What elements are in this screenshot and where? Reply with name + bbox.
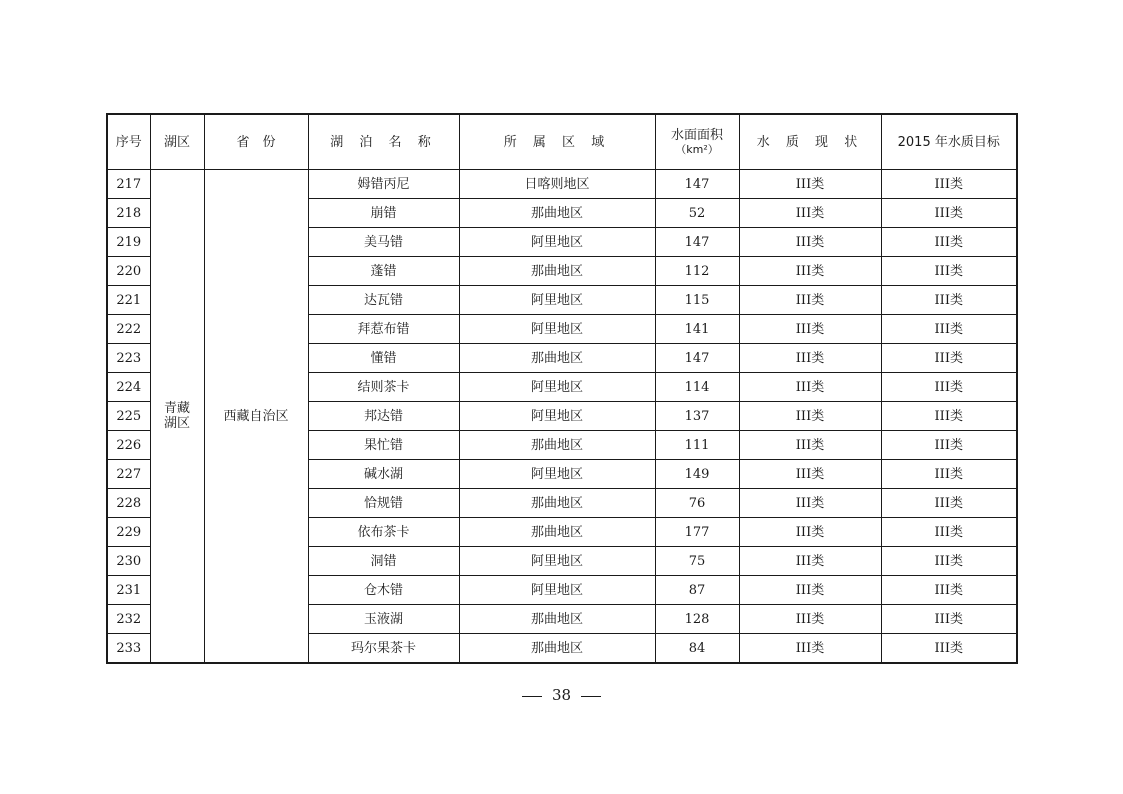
row-lake-name: 玛尔果茶卡 — [308, 634, 459, 664]
row-area-belong: 那曲地区 — [459, 344, 655, 373]
row-area-belong: 阿里地区 — [459, 228, 655, 257]
row-lake-name: 邦达错 — [308, 402, 459, 431]
row-no: 227 — [107, 460, 150, 489]
region-line-2: 湖区 — [163, 416, 190, 431]
row-lake-name: 恰规错 — [308, 489, 459, 518]
row-quality-status: III类 — [739, 460, 881, 489]
row-lake-name: 蓬错 — [308, 257, 459, 286]
table-body — [107, 170, 1017, 664]
row-quality-target: III类 — [881, 547, 1017, 576]
row-area-belong: 阿里地区 — [459, 460, 655, 489]
header-no: 序号 — [107, 114, 150, 170]
header-province: 省 份 — [204, 114, 308, 170]
row-quality-target: III类 — [881, 489, 1017, 518]
footer-dash-right — [581, 696, 601, 697]
row-area-belong: 那曲地区 — [459, 605, 655, 634]
row-water-area: 147 — [655, 170, 739, 199]
row-quality-target: III类 — [881, 634, 1017, 664]
row-no: 228 — [107, 489, 150, 518]
row-area-belong: 阿里地区 — [459, 402, 655, 431]
row-quality-target: III类 — [881, 170, 1017, 199]
row-no: 221 — [107, 286, 150, 315]
row-water-area: 147 — [655, 344, 739, 373]
row-quality-status: III类 — [739, 431, 881, 460]
row-area-belong: 阿里地区 — [459, 373, 655, 402]
row-quality-status: III类 — [739, 547, 881, 576]
table-row — [107, 170, 1017, 199]
row-water-area: 84 — [655, 634, 739, 664]
row-water-area: 147 — [655, 228, 739, 257]
row-lake-name: 美马错 — [308, 228, 459, 257]
page-number: 38 — [551, 686, 572, 704]
row-water-area: 115 — [655, 286, 739, 315]
row-quality-target: III类 — [881, 431, 1017, 460]
row-area-belong: 阿里地区 — [459, 576, 655, 605]
row-area-belong: 那曲地区 — [459, 431, 655, 460]
row-area-belong: 阿里地区 — [459, 315, 655, 344]
row-quality-target: III类 — [881, 460, 1017, 489]
row-lake-name: 碱水湖 — [308, 460, 459, 489]
row-area-belong: 那曲地区 — [459, 489, 655, 518]
row-no: 232 — [107, 605, 150, 634]
row-lake-name: 洞错 — [308, 547, 459, 576]
row-lake-name: 仓木错 — [308, 576, 459, 605]
row-lake-name: 结则茶卡 — [308, 373, 459, 402]
row-area-belong: 阿里地区 — [459, 286, 655, 315]
header-region: 湖区 — [150, 114, 204, 170]
row-water-area: 112 — [655, 257, 739, 286]
row-quality-target: III类 — [881, 315, 1017, 344]
header-water-area-label: 水面面积 — [670, 127, 723, 143]
row-area-belong: 那曲地区 — [459, 634, 655, 664]
row-quality-target: III类 — [881, 286, 1017, 315]
row-lake-name: 姆错丙尼 — [308, 170, 459, 199]
row-area-belong: 那曲地区 — [459, 257, 655, 286]
row-lake-name: 懂错 — [308, 344, 459, 373]
row-quality-status: III类 — [739, 634, 881, 664]
row-water-area: 87 — [655, 576, 739, 605]
row-water-area: 128 — [655, 605, 739, 634]
merged-province-cell: 西藏自治区 — [204, 170, 308, 664]
row-quality-target: III类 — [881, 605, 1017, 634]
row-area-belong: 那曲地区 — [459, 199, 655, 228]
row-no: 224 — [107, 373, 150, 402]
header-water-area-unit: （km²） — [675, 142, 719, 156]
row-lake-name: 达瓦错 — [308, 286, 459, 315]
row-lake-name: 拜惹布错 — [308, 315, 459, 344]
header-area-belong: 所 属 区 域 — [459, 114, 655, 170]
row-area-belong: 那曲地区 — [459, 518, 655, 547]
row-quality-target: III类 — [881, 402, 1017, 431]
row-lake-name: 依布茶卡 — [308, 518, 459, 547]
row-quality-target: III类 — [881, 518, 1017, 547]
region-line-1: 青藏 — [163, 401, 190, 416]
row-lake-name: 崩错 — [308, 199, 459, 228]
merged-region-cell — [150, 170, 204, 664]
row-area-belong: 阿里地区 — [459, 547, 655, 576]
row-no: 217 — [107, 170, 150, 199]
row-no: 222 — [107, 315, 150, 344]
row-quality-target: III类 — [881, 344, 1017, 373]
row-quality-status: III类 — [739, 286, 881, 315]
row-no: 225 — [107, 402, 150, 431]
row-quality-status: III类 — [739, 373, 881, 402]
row-water-area: 177 — [655, 518, 739, 547]
row-quality-status: III类 — [739, 605, 881, 634]
row-no: 229 — [107, 518, 150, 547]
header-quality-target: 2015 年水质目标 — [881, 114, 1017, 170]
row-water-area: 52 — [655, 199, 739, 228]
header-row — [107, 114, 1017, 170]
row-no: 223 — [107, 344, 150, 373]
row-no: 218 — [107, 199, 150, 228]
lake-water-quality-table — [106, 113, 1018, 664]
row-quality-status: III类 — [739, 257, 881, 286]
header-water-area — [655, 114, 739, 170]
row-water-area: 149 — [655, 460, 739, 489]
row-water-area: 75 — [655, 547, 739, 576]
row-lake-name: 玉液湖 — [308, 605, 459, 634]
row-quality-status: III类 — [739, 344, 881, 373]
row-quality-target: III类 — [881, 228, 1017, 257]
row-quality-status: III类 — [739, 518, 881, 547]
row-no: 231 — [107, 576, 150, 605]
row-water-area: 76 — [655, 489, 739, 518]
row-lake-name: 果忙错 — [308, 431, 459, 460]
header-lake-name: 湖 泊 名 称 — [308, 114, 459, 170]
row-water-area: 141 — [655, 315, 739, 344]
row-area-belong: 日喀则地区 — [459, 170, 655, 199]
row-quality-status: III类 — [739, 199, 881, 228]
row-no: 226 — [107, 431, 150, 460]
row-quality-target: III类 — [881, 576, 1017, 605]
row-no: 219 — [107, 228, 150, 257]
row-water-area: 114 — [655, 373, 739, 402]
row-quality-target: III类 — [881, 199, 1017, 228]
row-no: 230 — [107, 547, 150, 576]
row-quality-status: III类 — [739, 402, 881, 431]
row-quality-status: III类 — [739, 170, 881, 199]
row-water-area: 111 — [655, 431, 739, 460]
row-quality-status: III类 — [739, 489, 881, 518]
row-quality-target: III类 — [881, 257, 1017, 286]
row-no: 233 — [107, 634, 150, 664]
row-quality-target: III类 — [881, 373, 1017, 402]
row-water-area: 137 — [655, 402, 739, 431]
row-quality-status: III类 — [739, 228, 881, 257]
header-quality-status: 水 质 现 状 — [739, 114, 881, 170]
row-quality-status: III类 — [739, 576, 881, 605]
row-no: 220 — [107, 257, 150, 286]
page-footer — [0, 686, 1123, 704]
footer-dash-left — [522, 696, 542, 697]
row-quality-status: III类 — [739, 315, 881, 344]
